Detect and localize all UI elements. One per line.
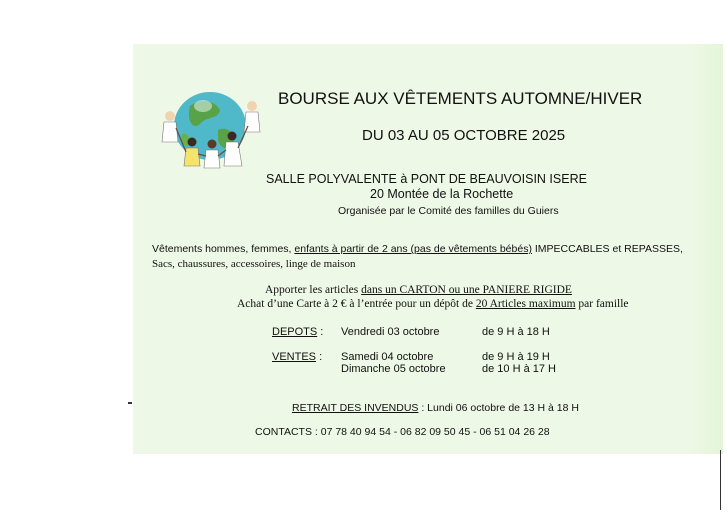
retrait-line xyxy=(292,402,579,414)
card-text-a: Achat d’une Carte à 2 € à l’entrée pour un dépôt de xyxy=(237,298,476,310)
retrait-text: : Lundi 06 octobre de 13 H à 18 H xyxy=(418,402,579,414)
depots-label-row xyxy=(272,326,323,338)
ventes-hours-1: de 9 H à 19 H xyxy=(482,351,550,363)
contacts-label: CONTACTS xyxy=(255,426,312,438)
globe-children-illustration xyxy=(160,86,262,174)
depots-hours: de 9 H à 18 H xyxy=(482,326,550,338)
retrait-label: RETRAIT DES INVENDUS xyxy=(292,402,419,414)
page-title: BOURSE AUX VÊTEMENTS AUTOMNE/HIVER xyxy=(278,89,643,108)
contacts-phones: : 07 78 40 94 54 - 06 82 09 50 45 - 06 51 04 26 28 xyxy=(311,426,550,438)
venue-name: SALLE POLYVALENTE à PONT DE BEAUVOISIN ISERE xyxy=(266,172,587,186)
depots-label: DEPOTS xyxy=(272,326,318,338)
ventes-hours-2: de 10 H à 17 H xyxy=(482,363,556,375)
items-text-a: Vêtements hommes, femmes, xyxy=(152,243,295,255)
ventes-day-1: Samedi 04 octobre xyxy=(341,351,434,363)
ventes-day-2: Dimanche 05 octobre xyxy=(341,363,446,375)
scan-edge-line xyxy=(720,450,721,510)
items-line-2: Sacs, chaussures, accessoires, linge de maison xyxy=(152,258,356,270)
bring-instruction xyxy=(265,284,572,296)
items-line-1 xyxy=(152,243,683,255)
paper-edge-shadow xyxy=(690,44,723,454)
bring-container-note: dans un CARTON ou une PANIERE RIGIDE xyxy=(361,284,572,296)
bring-text-a: Apporter les articles xyxy=(265,284,362,296)
organizer: Organisée par le Comité des familles du Guiers xyxy=(338,205,559,217)
ventes-label-row xyxy=(272,351,322,363)
event-dates: DU 03 AU 05 OCTOBRE 2025 xyxy=(362,127,566,144)
card-text-c: par famille xyxy=(575,298,629,310)
card-instruction xyxy=(237,298,629,310)
items-children-note: enfants à partir de 2 ans (pas de vêtements bébés) xyxy=(294,243,532,255)
ventes-label: VENTES xyxy=(272,351,317,363)
contacts-line xyxy=(255,426,550,438)
ventes-sep: : xyxy=(316,351,323,363)
items-text-c: IMPECCABLES et REPASSES, xyxy=(531,243,683,255)
depots-day: Vendredi 03 octobre xyxy=(341,326,440,338)
venue-address: 20 Montée de la Rochette xyxy=(370,187,514,201)
depots-sep: : xyxy=(317,326,324,338)
scan-speck xyxy=(128,402,132,404)
card-max-articles: 20 Articles maximum xyxy=(475,298,576,310)
